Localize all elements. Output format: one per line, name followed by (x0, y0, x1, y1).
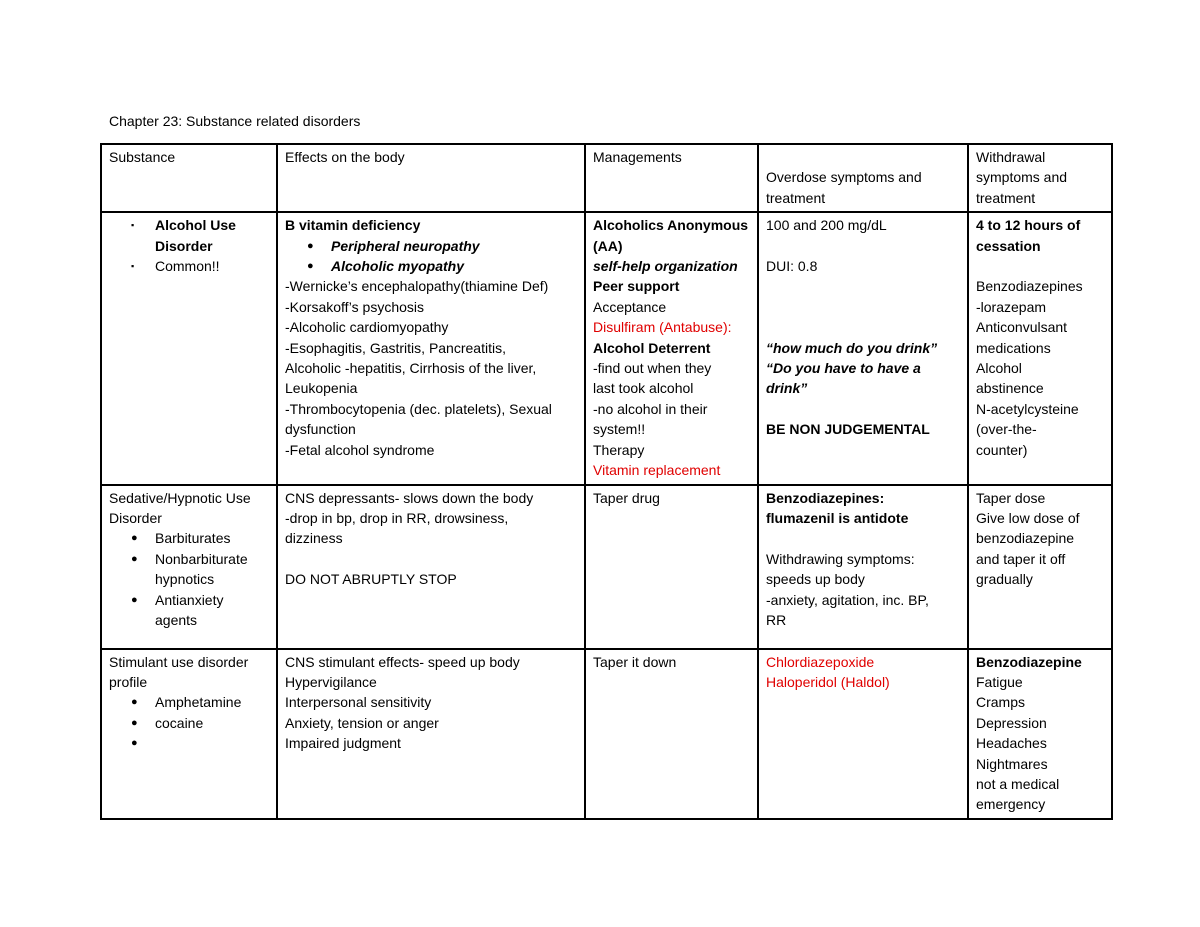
cell-line: self-help organization (593, 258, 738, 275)
cell-line (766, 528, 960, 548)
round-bullet-icon: ● (131, 737, 138, 750)
cell-line: Impaired judgment (285, 735, 401, 752)
header-overdose-spacer (766, 147, 960, 167)
cell-line: emergency (976, 796, 1046, 813)
list-item-text: cocaine (155, 714, 204, 731)
cell-line: dizziness (285, 530, 343, 547)
list-item (285, 236, 577, 256)
cell-overdose (758, 485, 968, 649)
list-item-text: Alcoholic myopathy (331, 258, 465, 275)
cell-line: -drop in bp, drop in RR, drowsiness, (285, 509, 509, 526)
list-item-text: Nonbarbiturate hypnotics (155, 550, 248, 588)
header-overdose-label: Overdose symptoms and (766, 169, 922, 186)
cell-line: “how much do you drink” (766, 339, 938, 356)
cell-line: Peer support (593, 278, 680, 295)
list-item (109, 256, 269, 276)
cell-line: Anticonvulsant (976, 319, 1068, 336)
cell-line: Benzodiazepines: (766, 489, 885, 506)
cell-line: -find out when they (593, 360, 712, 377)
list-item-text: Peripheral neuropathy (331, 237, 480, 254)
cell-line: Stimulant use disorder (109, 653, 249, 670)
list-item (109, 528, 269, 548)
cell-line (976, 256, 1104, 276)
page-title: Chapter 23: Substance related disorders (109, 113, 361, 129)
cell-line: DUI: 0.8 (766, 258, 818, 275)
cell-line: Alcohol Deterrent (593, 339, 711, 356)
cell-line: -Thrombocytopenia (dec. platelets), Sexual (285, 400, 552, 417)
list-item-text: Barbiturates (155, 530, 231, 547)
cell-line: drink” (766, 380, 808, 397)
cell-line: Taper drug (593, 489, 660, 506)
cell-line: Chlordiazepoxide (766, 653, 875, 670)
cell-line: RR (766, 611, 787, 628)
header-substance (101, 144, 277, 212)
square-bullet-icon: ▪ (131, 220, 135, 231)
cell-line: Therapy (593, 441, 645, 458)
round-bullet-icon: ● (307, 260, 314, 273)
cell-line: Benzodiazepines (976, 278, 1083, 295)
header-effects-label: Effects on the body (285, 149, 405, 165)
cell-line: medications (976, 339, 1051, 356)
list-item (109, 549, 269, 590)
cell-withdrawal (968, 485, 1112, 649)
cell-line (766, 317, 960, 337)
cell-substance (101, 649, 277, 819)
round-bullet-icon: ● (307, 239, 314, 252)
cell-line: -no alcohol in their (593, 400, 708, 417)
header-managements-label: Managements (593, 149, 682, 165)
cell-line: flumazenil is antidote (766, 509, 909, 526)
cell-line: -Fetal alcohol syndrome (285, 441, 435, 458)
cell-substance (101, 485, 277, 649)
cell-line: Fatigue (976, 673, 1023, 690)
list-item-text: Amphetamine (155, 694, 242, 711)
cell-line: CNS stimulant effects- speed up body (285, 653, 520, 670)
cell-line: gradually (976, 571, 1033, 588)
cell-substance (101, 212, 277, 484)
cell-line (766, 399, 960, 419)
cell-line: Alcohol (976, 360, 1022, 377)
cell-line: -Esophagitis, Gastritis, Pancreatitis, (285, 339, 506, 356)
cell-line (766, 236, 960, 256)
cell-line: cessation (976, 237, 1041, 254)
effects-heading: B vitamin deficiency (285, 217, 421, 234)
list-item (109, 590, 269, 631)
list-item (285, 256, 577, 276)
square-bullet-icon: ▪ (131, 261, 135, 272)
cell-line (285, 549, 577, 569)
cell-line: Disorder (109, 509, 162, 526)
round-bullet-icon: ● (131, 696, 138, 709)
table-row (101, 212, 1112, 484)
header-overdose (758, 144, 968, 212)
cell-line: Haloperidol (Haldol) (766, 673, 890, 690)
cell-overdose (758, 649, 968, 819)
cell-line: Cramps (976, 694, 1026, 711)
cell-line: dysfunction (285, 421, 356, 438)
cell-line: DO NOT ABRUPTLY STOP (285, 571, 457, 588)
header-managements (585, 144, 758, 212)
list-item (109, 215, 269, 256)
cell-line: not a medical (976, 775, 1060, 792)
header-withdrawal-label: treatment (976, 189, 1036, 206)
cell-line: -lorazepam (976, 298, 1047, 315)
cell-managements (585, 212, 758, 484)
cell-line: -anxiety, agitation, inc. BP, (766, 591, 929, 608)
cell-line: Taper dose (976, 489, 1046, 506)
cell-line: BE NON JUDGEMENTAL (766, 421, 930, 438)
cell-line: Hypervigilance (285, 673, 377, 690)
round-bullet-icon: ● (131, 532, 138, 545)
cell-line: CNS depressants- slows down the body (285, 489, 534, 506)
list-item (109, 692, 269, 712)
substance-table (100, 143, 1113, 820)
round-bullet-icon: ● (131, 552, 138, 565)
cell-line: counter) (976, 441, 1028, 458)
header-withdrawal-label: Withdrawal (976, 149, 1046, 165)
list-item (109, 733, 269, 753)
round-bullet-icon: ● (131, 593, 138, 606)
list-item-text: Alcohol Use Disorder (155, 217, 236, 254)
cell-line: abstinence (976, 380, 1044, 397)
cell-overdose (758, 212, 968, 484)
cell-line: -Korsakoff’s psychosis (285, 298, 425, 315)
table-row (101, 485, 1112, 649)
cell-line: Benzodiazepine (976, 653, 1082, 670)
header-overdose-label: treatment (766, 189, 826, 206)
cell-line: Give low dose of (976, 509, 1080, 526)
cell-line: last took alcohol (593, 380, 694, 397)
cell-line: Nightmares (976, 755, 1048, 772)
cell-line: speeds up body (766, 571, 865, 588)
cell-line: (AA) (593, 237, 623, 254)
cell-line: Acceptance (593, 298, 667, 315)
cell-effects (277, 212, 585, 484)
cell-line: 100 and 200 mg/dL (766, 217, 887, 234)
cell-line: N-acetylcysteine (976, 400, 1079, 417)
cell-line: Alcoholic -hepatitis, Cirrhosis of the liver, (285, 360, 537, 377)
cell-withdrawal (968, 649, 1112, 819)
header-effects (277, 144, 585, 212)
cell-managements (585, 649, 758, 819)
cell-line: Vitamin replacement (593, 462, 721, 479)
header-withdrawal-label: symptoms and (976, 169, 1068, 186)
list-item-text: Antianxiety agents (155, 591, 224, 628)
cell-managements (585, 485, 758, 649)
list-item (109, 713, 269, 733)
cell-line (766, 276, 960, 296)
table-header-row (101, 144, 1112, 212)
cell-line: and taper it off (976, 550, 1066, 567)
cell-withdrawal (968, 212, 1112, 484)
cell-line: Headaches (976, 735, 1047, 752)
cell-line: Alcoholics Anonymous (593, 217, 749, 234)
cell-line: -Alcoholic cardiomyopathy (285, 319, 449, 336)
list-item-text: Common!! (155, 258, 220, 275)
cell-line: Withdrawing symptoms: (766, 550, 915, 567)
cell-line: Anxiety, tension or anger (285, 714, 439, 731)
cell-line: Sedative/Hypnotic Use (109, 489, 251, 506)
cell-line: Leukopenia (285, 380, 358, 397)
cell-line: -Wernicke’s encephalopathy(thiamine Def) (285, 278, 549, 295)
cell-line: system!! (593, 421, 646, 438)
cell-line: (over-the- (976, 421, 1037, 438)
header-substance-label: Substance (109, 149, 176, 165)
cell-line: Depression (976, 714, 1047, 731)
cell-effects (277, 485, 585, 649)
cell-line: Disulfiram (Antabuse): (593, 319, 732, 336)
header-withdrawal (968, 144, 1112, 212)
cell-line: benzodiazepine (976, 530, 1075, 547)
cell-line: profile (109, 673, 148, 690)
cell-line: Interpersonal sensitivity (285, 694, 432, 711)
cell-line (766, 297, 960, 317)
cell-line: 4 to 12 hours of (976, 217, 1081, 234)
cell-effects (277, 649, 585, 819)
round-bullet-icon: ● (131, 716, 138, 729)
table-row (101, 649, 1112, 819)
cell-line: “Do you have to have a (766, 360, 921, 376)
cell-line: Taper it down (593, 653, 677, 670)
